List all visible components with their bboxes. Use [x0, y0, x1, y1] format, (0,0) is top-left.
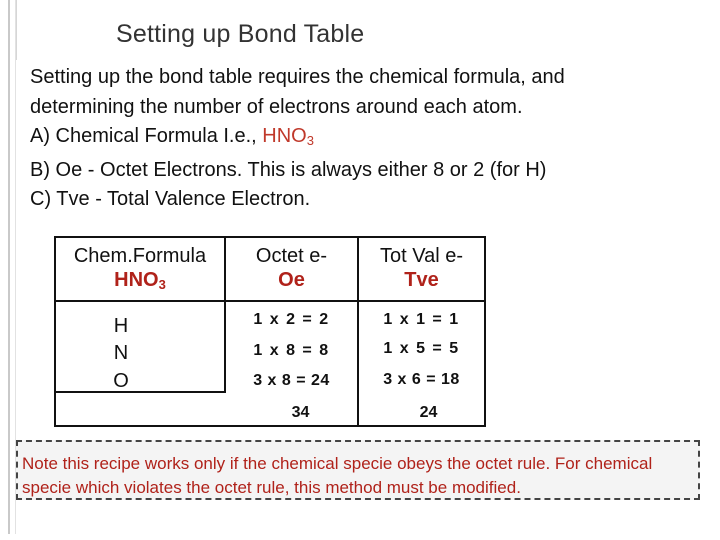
row-n-atom: N — [113, 342, 129, 364]
header-total-valence — [359, 244, 484, 292]
header-octet-label: Octet e- — [255, 245, 328, 267]
header-chem-formula — [56, 244, 224, 297]
intro-line-2: determining the number of electrons around each atom. — [30, 95, 523, 118]
row-n-oe: 1 x 8 = 8 — [253, 342, 330, 359]
slide-title: Setting up Bond Table — [116, 20, 365, 48]
formula-text: HNO — [262, 125, 307, 147]
line-a-prefix: A) Chemical Formula I.e., — [30, 125, 263, 147]
header-total-valence-label: Tot Val e- — [380, 245, 463, 267]
intro-line-b: B) Oe - Octet Electrons. This is always either 8 or 2 (for H) — [30, 158, 547, 181]
header-rule — [56, 300, 484, 302]
total-tve: 24 — [419, 404, 438, 421]
row-n-tve: 1 x 5 = 5 — [383, 340, 460, 357]
header-formula-text: HNO — [114, 269, 159, 291]
intro-text — [30, 63, 710, 215]
note-box: Note this recipe works only if the chemical specie obeys the octet rule. For chemical specie which violates the octet rule, this method must be modified. — [16, 440, 700, 500]
intro-line-1: Setting up the bond table requires the chemical formula, and — [30, 66, 565, 88]
line-a-formula — [262, 125, 314, 147]
row-o-tve: 3 x 6 = 18 — [383, 371, 460, 388]
bond-table — [54, 236, 486, 427]
row-o-atom: O — [113, 370, 129, 392]
row-h-oe: 1 x 2 = 2 — [253, 311, 330, 328]
header-chem-formula-value — [56, 268, 224, 297]
slide-left-border-accent — [16, 0, 17, 60]
intro-line-c: C) Tve - Total Valence Electron. — [30, 188, 311, 210]
header-chem-formula-label: Chem.Formula — [73, 245, 207, 267]
row-h-tve: 1 x 1 = 1 — [383, 311, 460, 328]
header-octet-abbr: Oe — [278, 269, 305, 291]
header-formula-subscript: 3 — [158, 277, 166, 292]
row-h-atom: H — [113, 315, 129, 337]
intro-line-a — [30, 122, 710, 156]
header-total-valence-abbr: Tve — [404, 269, 439, 291]
total-oe: 34 — [291, 404, 310, 421]
row-o-oe: 3 x 8 = 24 — [253, 372, 330, 389]
slide-left-border — [8, 0, 16, 534]
header-octet — [226, 244, 357, 292]
formula-subscript: 3 — [306, 133, 314, 148]
